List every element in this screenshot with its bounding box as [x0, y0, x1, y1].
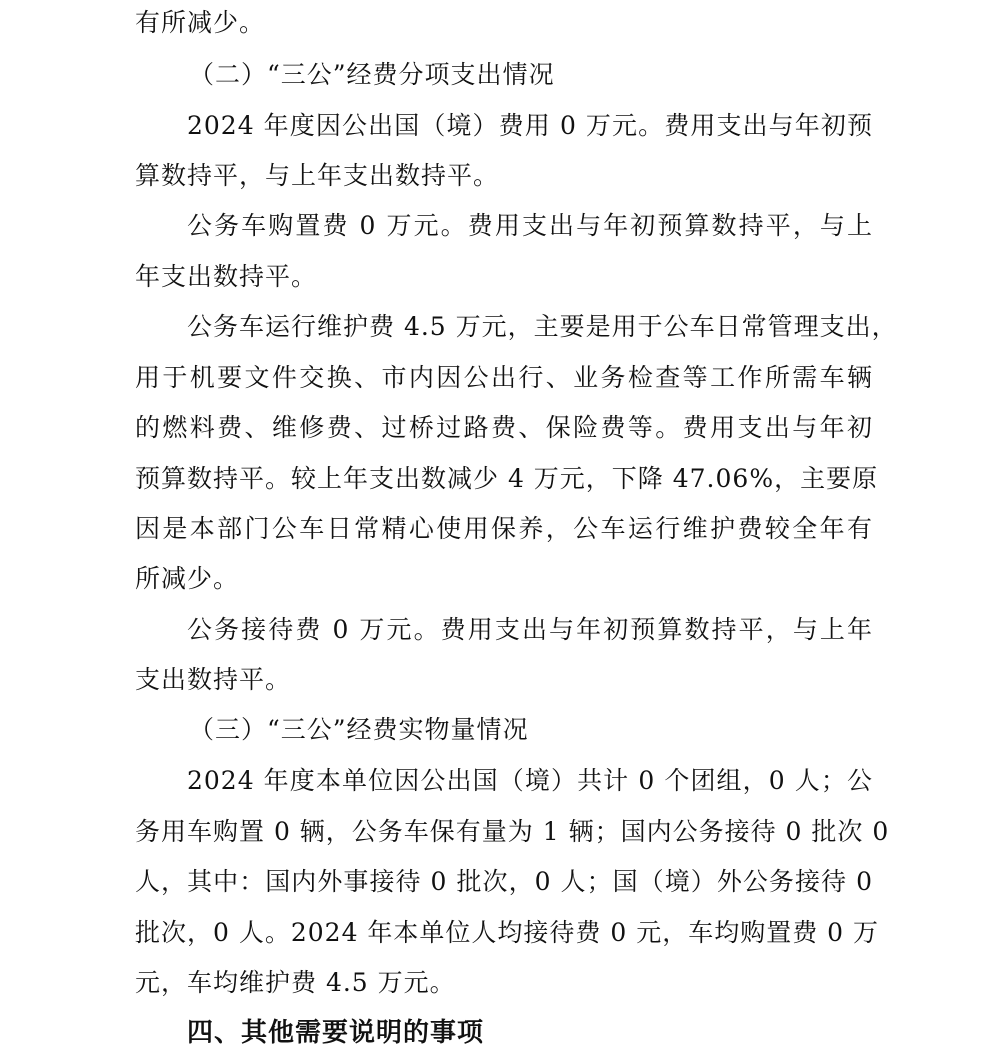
- section-subheading: （三）“三公”经费实物量情况: [189, 715, 529, 744]
- paragraph-line: 人，其中：国内外事接待 0 批次，0 人；国（境）外公务接待 0: [135, 867, 873, 896]
- paragraph-line: 用于机要文件交换、市内因公出行、业务检查等工作所需车辆: [135, 363, 873, 392]
- paragraph-line: 公务车购置费 0 万元。费用支出与年初预算数持平，与上: [187, 211, 873, 240]
- paragraph-line: 所减少。: [135, 564, 240, 593]
- paragraph-line: 支出数持平。: [135, 665, 292, 694]
- section-heading: 四、其他需要说明的事项: [187, 1018, 485, 1048]
- paragraph-line: 公务车运行维护费 4.5 万元，主要是用于公车日常管理支出，: [187, 312, 898, 341]
- paragraph-line: 务用车购置 0 辆，公务车保有量为 1 辆；国内公务接待 0 批次 0: [135, 817, 890, 846]
- paragraph-line: 年支出数持平。: [135, 262, 318, 291]
- section-subheading: （二）“三公”经费分项支出情况: [189, 60, 555, 89]
- paragraph-line: 算数持平，与上年支出数持平。: [135, 161, 500, 190]
- paragraph-line: 公务接待费 0 万元。费用支出与年初预算数持平，与上年: [187, 615, 873, 644]
- paragraph-line: 元，车均维护费 4.5 万元。: [135, 968, 456, 997]
- paragraph-line: 的燃料费、维修费、过桥过路费、保险费等。费用支出与年初: [135, 413, 873, 442]
- paragraph-line: 2024 年度本单位因公出国（境）共计 0 个团组，0 人；公: [187, 766, 873, 795]
- paragraph-line: 2024 年度因公出国（境）费用 0 万元。费用支出与年初预: [187, 111, 873, 140]
- paragraph-line: 有所减少。: [135, 8, 266, 37]
- paragraph-line: 预算数持平。较上年支出数减少 4 万元，下降 47.06%，主要原: [135, 464, 879, 493]
- paragraph-line: 批次，0 人。2024 年本单位人均接待费 0 元，车均购置费 0 万: [135, 918, 880, 947]
- paragraph-line: 因是本部门公车日常精心使用保养，公车运行维护费较全年有: [135, 514, 873, 543]
